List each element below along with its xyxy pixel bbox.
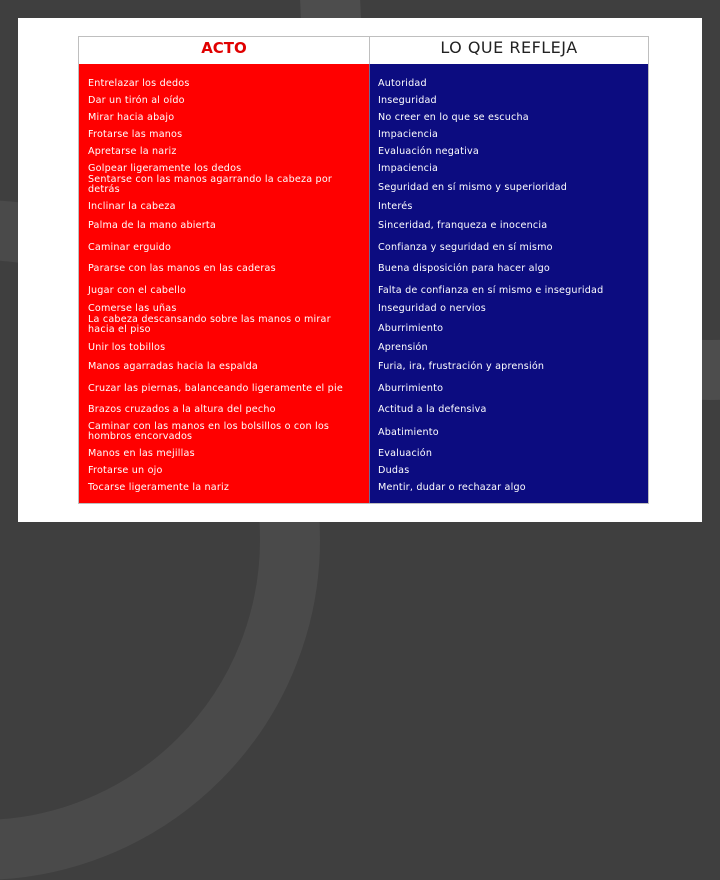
- refleja-cell: Interés: [378, 201, 413, 212]
- refleja-cell: Aprensión: [378, 342, 428, 353]
- refleja-cell: Inseguridad: [378, 95, 437, 106]
- refleja-cell: Sinceridad, franqueza e inocencia: [378, 220, 548, 231]
- acto-cell: Caminar erguido: [88, 242, 172, 253]
- refleja-cell: Buena disposición para hacer algo: [378, 263, 550, 274]
- acto-cell: Apretarse la nariz: [88, 146, 177, 157]
- acto-cell: Dar un tirón al oído: [88, 95, 185, 106]
- refleja-cell: Furia, ira, frustración y aprensión: [378, 361, 545, 372]
- table-header: [79, 37, 648, 64]
- refleja-cell: Abatimiento: [378, 427, 439, 438]
- refleja-cell: Seguridad en sí mismo y superioridad: [378, 182, 568, 193]
- refleja-cell: Mentir, dudar o rechazar algo: [378, 482, 526, 493]
- refleja-cell: Aburrimiento: [378, 383, 444, 394]
- refleja-cell: Inseguridad o nervios: [378, 303, 486, 314]
- acto-cell: Golpear ligeramente los dedos: [88, 163, 242, 174]
- acto-cell: Caminar con las manos en los bolsillos o con los hombros encorvados: [88, 421, 330, 442]
- refleja-column: [370, 64, 648, 503]
- refleja-cell: Falta de confianza en sí mismo e inseguridad: [378, 285, 604, 296]
- acto-cell: Sentarse con las manos agarrando la cabeza por detrás: [88, 174, 333, 195]
- refleja-cell: Autoridad: [378, 78, 427, 89]
- acto-cell: Entrelazar los dedos: [88, 78, 190, 89]
- body-language-table: [78, 36, 649, 504]
- refleja-cell: Evaluación negativa: [378, 146, 479, 157]
- refleja-cell: Aburrimiento: [378, 323, 444, 334]
- acto-cell: Tocarse ligeramente la nariz: [88, 482, 230, 493]
- acto-cell: Pararse con las manos en las caderas: [88, 263, 276, 274]
- refleja-cell: Impaciencia: [378, 163, 439, 174]
- acto-cell: Palma de la mano abierta: [88, 220, 216, 231]
- refleja-cell: Confianza y seguridad en sí mismo: [378, 242, 553, 253]
- acto-cell: Manos agarradas hacia la espalda: [88, 361, 258, 372]
- refleja-cell: Impaciencia: [378, 129, 439, 140]
- acto-cell: Mirar hacia abajo: [88, 112, 175, 123]
- header-refleja: LO QUE REFLEJA: [440, 38, 578, 57]
- refleja-cell: Actitud a la defensiva: [378, 404, 487, 415]
- acto-column: [79, 64, 369, 503]
- refleja-cell: No creer en lo que se escucha: [378, 112, 529, 123]
- acto-cell: Manos en las mejillas: [88, 448, 195, 459]
- acto-cell: La cabeza descansando sobre las manos o mirar hacia el piso: [88, 314, 331, 335]
- header-acto: ACTO: [201, 39, 247, 57]
- acto-cell: Comerse las uñas: [88, 303, 177, 314]
- acto-cell: Unir los tobillos: [88, 342, 166, 353]
- acto-cell: Cruzar las piernas, balanceando ligeramente el pie: [88, 383, 343, 394]
- refleja-cell: Evaluación: [378, 448, 433, 459]
- refleja-cell: Dudas: [378, 465, 410, 476]
- acto-cell: Frotarse las manos: [88, 129, 183, 140]
- acto-cell: Brazos cruzados a la altura del pecho: [88, 404, 276, 415]
- acto-cell: Inclinar la cabeza: [88, 201, 176, 212]
- acto-cell: Jugar con el cabello: [88, 285, 187, 296]
- acto-cell: Frotarse un ojo: [88, 465, 163, 476]
